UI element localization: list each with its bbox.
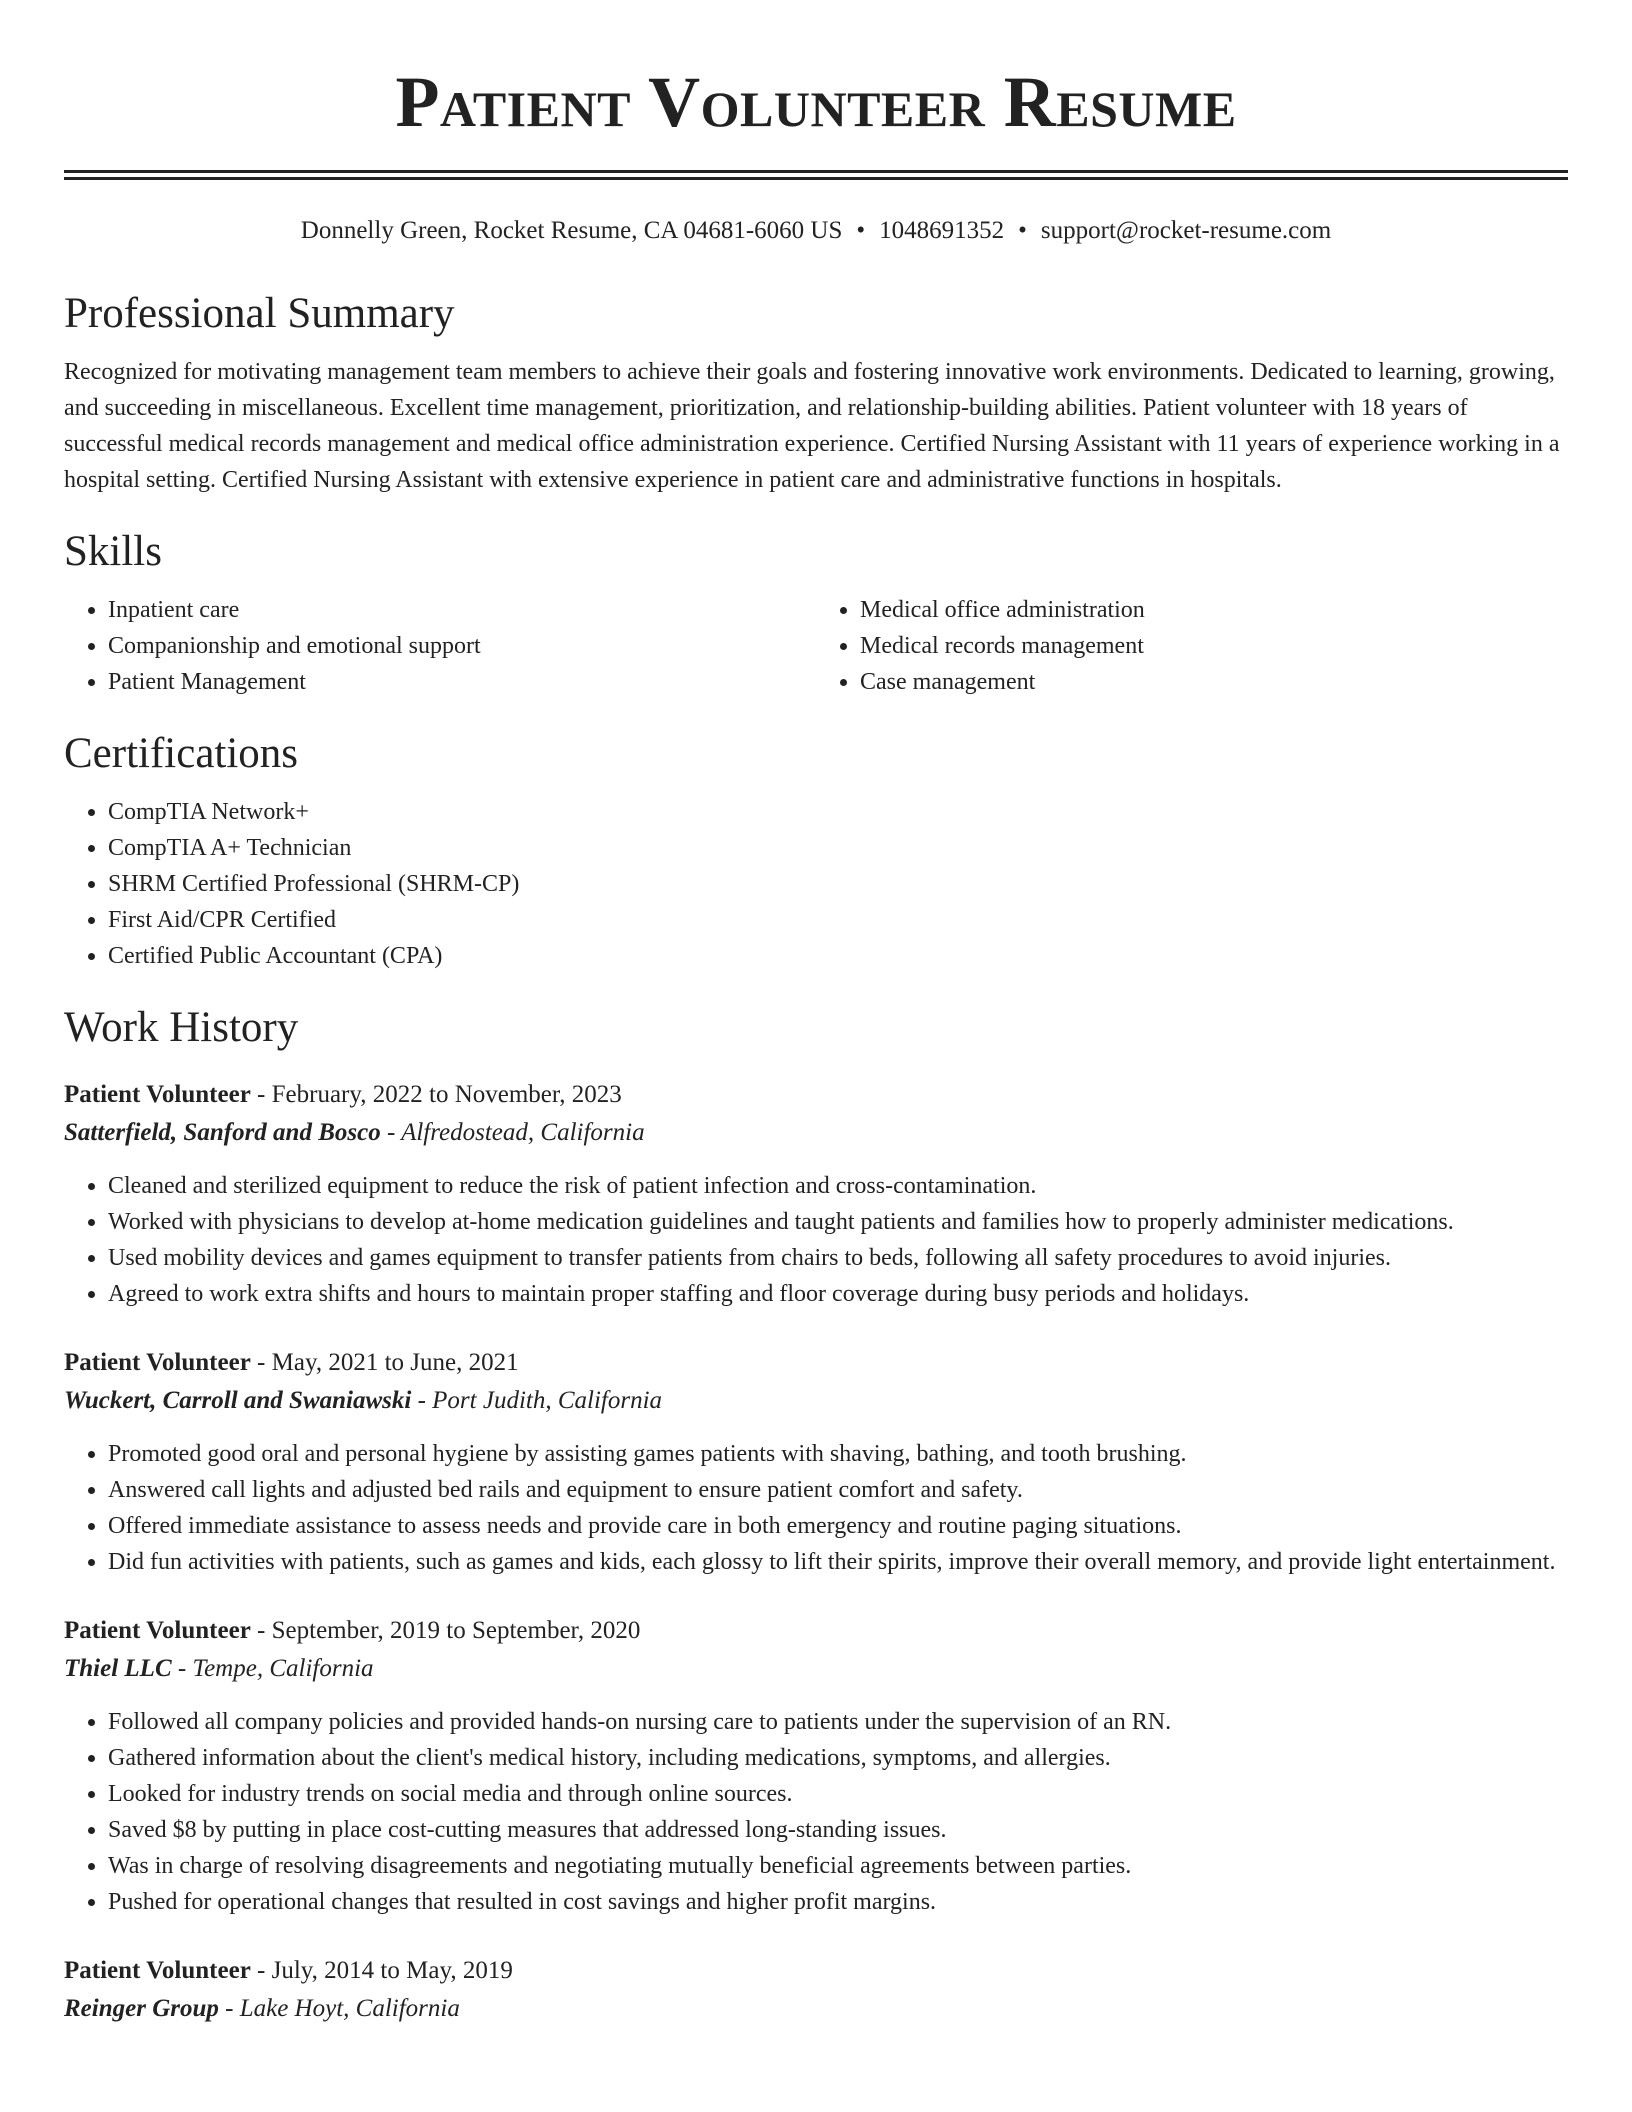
job-company-line bbox=[64, 1650, 1568, 1688]
skills-heading: Skills bbox=[64, 528, 162, 575]
contact-email: support@rocket-resume.com bbox=[1040, 217, 1332, 244]
job-bullet: • Was in charge of resolving disagreements and negotiating mutually beneficial agreements between parties. bbox=[108, 1848, 1568, 1884]
resume-title: Patient Volunteer Resume bbox=[395, 62, 1237, 142]
skills-list-left bbox=[64, 592, 816, 700]
job-company-line bbox=[64, 1114, 1568, 1152]
job-bullet: • Saved $8 by putting in place cost-cutting measures that addressed long-standing issues. bbox=[108, 1812, 1568, 1848]
job-company: Thiel LLC bbox=[64, 1655, 172, 1682]
job-title-line bbox=[64, 1344, 1568, 1382]
title-divider bbox=[64, 170, 1568, 180]
skill-item: • Case management bbox=[860, 664, 1568, 700]
job-location: - Port Judith, California bbox=[417, 1387, 663, 1414]
job-entry bbox=[64, 1612, 1568, 1920]
job-bullet: • Cleaned and sterilized equipment to reduce the risk of patient infection and cross-contamination. bbox=[108, 1168, 1568, 1204]
job-dates: - September, 2019 to September, 2020 bbox=[257, 1617, 641, 1644]
job-title-line bbox=[64, 1952, 1568, 1990]
certification-item: • Certified Public Accountant (CPA) bbox=[108, 938, 1568, 974]
job-bullet: • Used mobility devices and games equipment to transfer patients from chairs to beds, following all safety procedures to avoid injuries. bbox=[108, 1240, 1568, 1276]
job-bullet: • Answered call lights and adjusted bed rails and equipment to ensure patient comfort and safety. bbox=[108, 1472, 1568, 1508]
skills-columns bbox=[64, 592, 1568, 700]
contact-separator: • bbox=[1018, 217, 1027, 244]
job-title: Patient Volunteer bbox=[64, 1957, 251, 1984]
job-bullet: • Followed all company policies and provided hands-on nursing care to patients under the supervision of an RN. bbox=[108, 1704, 1568, 1740]
contact-line bbox=[64, 214, 1568, 248]
certifications-heading: Certifications bbox=[64, 730, 299, 777]
job-dates: - July, 2014 to May, 2019 bbox=[257, 1957, 513, 1984]
certification-item: • SHRM Certified Professional (SHRM-CP) bbox=[108, 866, 1568, 902]
job-title: Patient Volunteer bbox=[64, 1081, 251, 1108]
skill-item: • Medical records management bbox=[860, 628, 1568, 664]
certifications-list bbox=[64, 794, 1568, 974]
job-entry bbox=[64, 1344, 1568, 1580]
job-title: Patient Volunteer bbox=[64, 1349, 251, 1376]
job-company: Reinger Group bbox=[64, 1995, 219, 2022]
job-bullet: • Worked with physicians to develop at-home medication guidelines and taught patients and families how to properly administer medications. bbox=[108, 1204, 1568, 1240]
job-company: Wuckert, Carroll and Swaniawski bbox=[64, 1387, 412, 1414]
job-bullet: • Looked for industry trends on social media and through online sources. bbox=[108, 1776, 1568, 1812]
contact-separator: • bbox=[856, 217, 866, 244]
contact-phone: 1048691352 bbox=[879, 217, 1005, 244]
job-location: - Alfredostead, California bbox=[386, 1119, 645, 1146]
skill-item: • Patient Management bbox=[108, 664, 816, 700]
job-location: - Lake Hoyt, California bbox=[225, 1995, 460, 2022]
job-location: - Tempe, California bbox=[177, 1655, 374, 1682]
skills-list-right bbox=[816, 592, 1568, 700]
work-history-heading: Work History bbox=[64, 1004, 299, 1051]
summary-text: Recognized for motivating management team members to achieve their goals and fostering innovative work environments. Dedicated to learning, growing, and succeeding in miscellaneous. Excellent time management, prioritization, and relationship-building abilities. Patient volunteer with 18 years of successful medical records management and medical office administration experience. Certified Nursing Assistant with 11 years of experience working in a hospital setting. Certified Nursing Assistant with extensive experience in patient care and administrative functions in hospitals. bbox=[64, 359, 1560, 493]
certification-item: • First Aid/CPR Certified bbox=[108, 902, 1568, 938]
skill-item: • Medical office administration bbox=[860, 592, 1568, 628]
certification-item: • CompTIA Network+ bbox=[108, 794, 1568, 830]
summary-heading: Professional Summary bbox=[64, 290, 455, 337]
job-company-line bbox=[64, 1382, 1568, 1420]
job-dates: - February, 2022 to November, 2023 bbox=[257, 1081, 622, 1108]
job-dates: - May, 2021 to June, 2021 bbox=[257, 1349, 519, 1376]
job-title-line bbox=[64, 1076, 1568, 1114]
job-bullet: • Promoted good oral and personal hygiene by assisting games patients with shaving, bathing, and tooth brushing. bbox=[108, 1436, 1568, 1472]
job-bullet: • Pushed for operational changes that resulted in cost savings and higher profit margins. bbox=[108, 1884, 1568, 1920]
job-bullet: • Agreed to work extra shifts and hours to maintain proper staffing and floor coverage during busy periods and holidays. bbox=[108, 1276, 1568, 1312]
job-entry bbox=[64, 1952, 1568, 2028]
contact-address: Donnelly Green, Rocket Resume, CA 04681-6060 US bbox=[300, 217, 843, 244]
job-bullet: • Did fun activities with patients, such as games and kids, each glossy to lift their spirits, improve their overall memory, and provide light entertainment. bbox=[108, 1544, 1568, 1580]
skill-item: • Inpatient care bbox=[108, 592, 816, 628]
job-company-line bbox=[64, 1990, 1568, 2028]
job-bullets bbox=[64, 1704, 1568, 1920]
certification-item: • CompTIA A+ Technician bbox=[108, 830, 1568, 866]
job-company: Satterfield, Sanford and Bosco bbox=[64, 1119, 381, 1146]
job-bullet: • Gathered information about the client's medical history, including medications, symptoms, and allergies. bbox=[108, 1740, 1568, 1776]
skill-item: • Companionship and emotional support bbox=[108, 628, 816, 664]
job-bullet: • Offered immediate assistance to assess needs and provide care in both emergency and routine paging situations. bbox=[108, 1508, 1568, 1544]
job-entry bbox=[64, 1076, 1568, 1312]
job-title-line bbox=[64, 1612, 1568, 1650]
job-title: Patient Volunteer bbox=[64, 1617, 251, 1644]
job-bullets bbox=[64, 1168, 1568, 1312]
job-bullets bbox=[64, 1436, 1568, 1580]
